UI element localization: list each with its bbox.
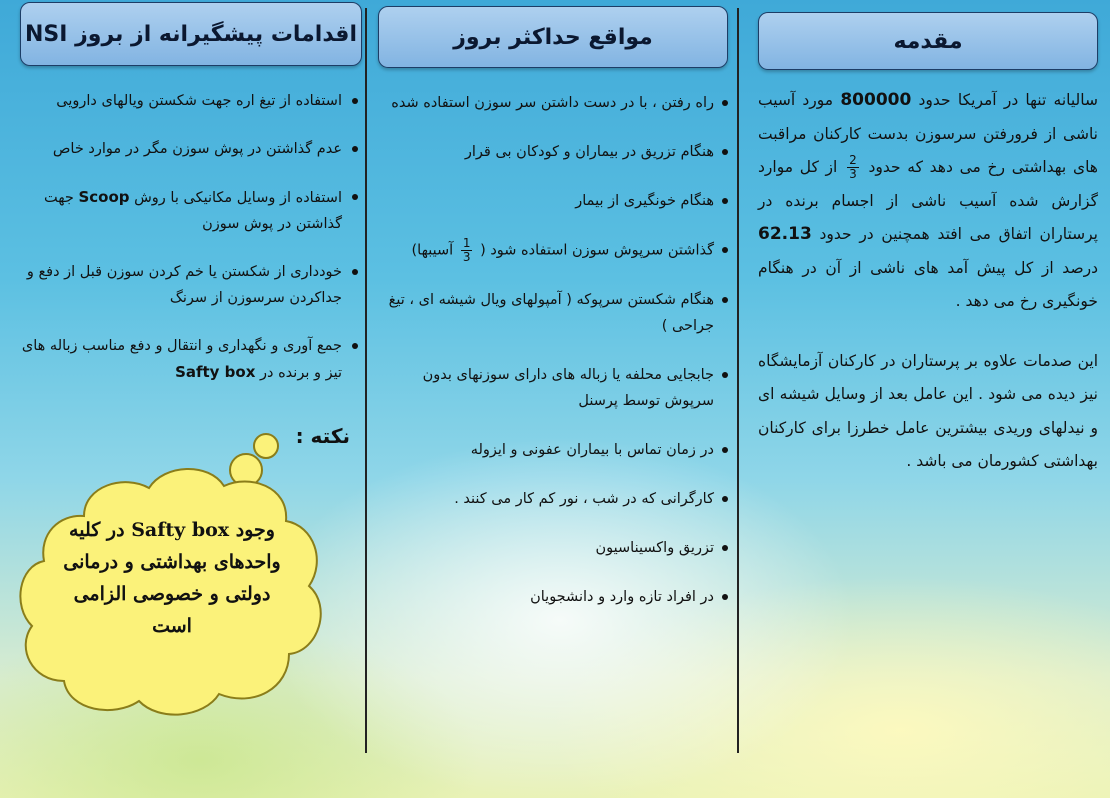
list-item: راه رفتن ، با در دست داشتن سر سوزن استفاده شده [378,90,728,116]
intro-text [758,84,1098,505]
list-item: جمع آوری و نگهداری و انتقال و دفع مناسب زباله های تیز و برنده در Safty box [20,333,362,386]
fraction-two-thirds: $\frac{2}{3}$ [849,153,857,181]
list-item: کارگرانی که در شب ، نور کم کار می کنند . [378,486,728,512]
list-item: عدم گذاشتن در پوش سوزن مگر در موارد خاص [20,136,362,162]
list-item: هنگام شکستن سرپوکه ( آمپولهای ویال شیشه ای ، تیغ جراحی ) [378,287,728,339]
max-exposure-heading: مواقع حداکثر بروز [378,6,728,68]
fraction-one-third: $\frac{1}{3}$ [462,236,471,264]
list-item: تزریق واکسیناسیون [378,535,728,561]
list-item: استفاده از وسایل مکانیکی با روش Scoop جهت گذاشتن در پوش سوزن [20,184,362,237]
list-item: هنگام تزریق در بیماران و کودکان بی قرار [378,139,728,165]
list-item: در زمان تماس با بیماران عفونی و ایزوله [378,437,728,463]
list-item: جابجایی محلفه یا زباله های دارای سوزنهای بدون سرپوش توسط پرسنل [378,362,728,414]
list-item: در افراد تازه وارد و دانشجویان [378,584,728,610]
max-exposure-list [378,90,728,633]
intro-paragraph-2: این صدمات علاوه بر پرستاران در کارکنان آزمایشگاه نیز دیده می شود . این عامل بعد از وسایل شیشه ای و نیدلهای وریدی بیشترین عامل خطرزا برای کارکنان بهداشتی کشورمان می باشد . [758,351,1098,470]
max-exposure-column [378,0,728,798]
intro-column [758,0,1098,798]
list-item: هنگام خونگیری از بیمار [378,188,728,214]
injury-count: 800000 [840,90,912,110]
percentage-value: 62.13 [758,224,812,244]
list-item: گذاشتن سرپوش سوزن استفاده شود ( $\frac{1}{3}$ آسیبها) [378,237,728,264]
prevention-list [20,88,362,408]
note-cloud [14,426,330,724]
intro-heading: مقدمه [758,12,1098,70]
list-item: استفاده از تیغ اره جهت شکستن ویالهای دارویی [20,88,362,114]
column-divider-left [365,8,367,753]
list-item: خودداری از شکستن یا خم کردن سوزن قبل از دفع و جداکردن سرسوزن از سرنگ [20,259,362,311]
column-divider-right [737,8,739,753]
prevention-heading: اقدامات پیشگیرانه از بروز NSI [20,2,362,66]
note-label: نکته : [295,424,350,448]
cloud-text: وجود Safty box در کلیه واحدهای بهداشتی و درمانی دولتی و خصوصی الزامی است [63,519,281,637]
intro-paragraph-1: سالیانه تنها در آمریکا حدود 800000 مورد آسیب ناشی از فرورفتن سرسوزن بدست کارکنان مراقبت های بهداشتی رخ می دهد که حدود $\frac{2}{3}$ از کل موارد گزارش شده آسیب ناشی از اجسام برنده در پرستاران اتفاق می افتد همچنین در حدود 62.13 درصد از کل پیش آمد های ناشی از آن در هنگام خونگیری رخ می دهد . [758,90,1098,310]
